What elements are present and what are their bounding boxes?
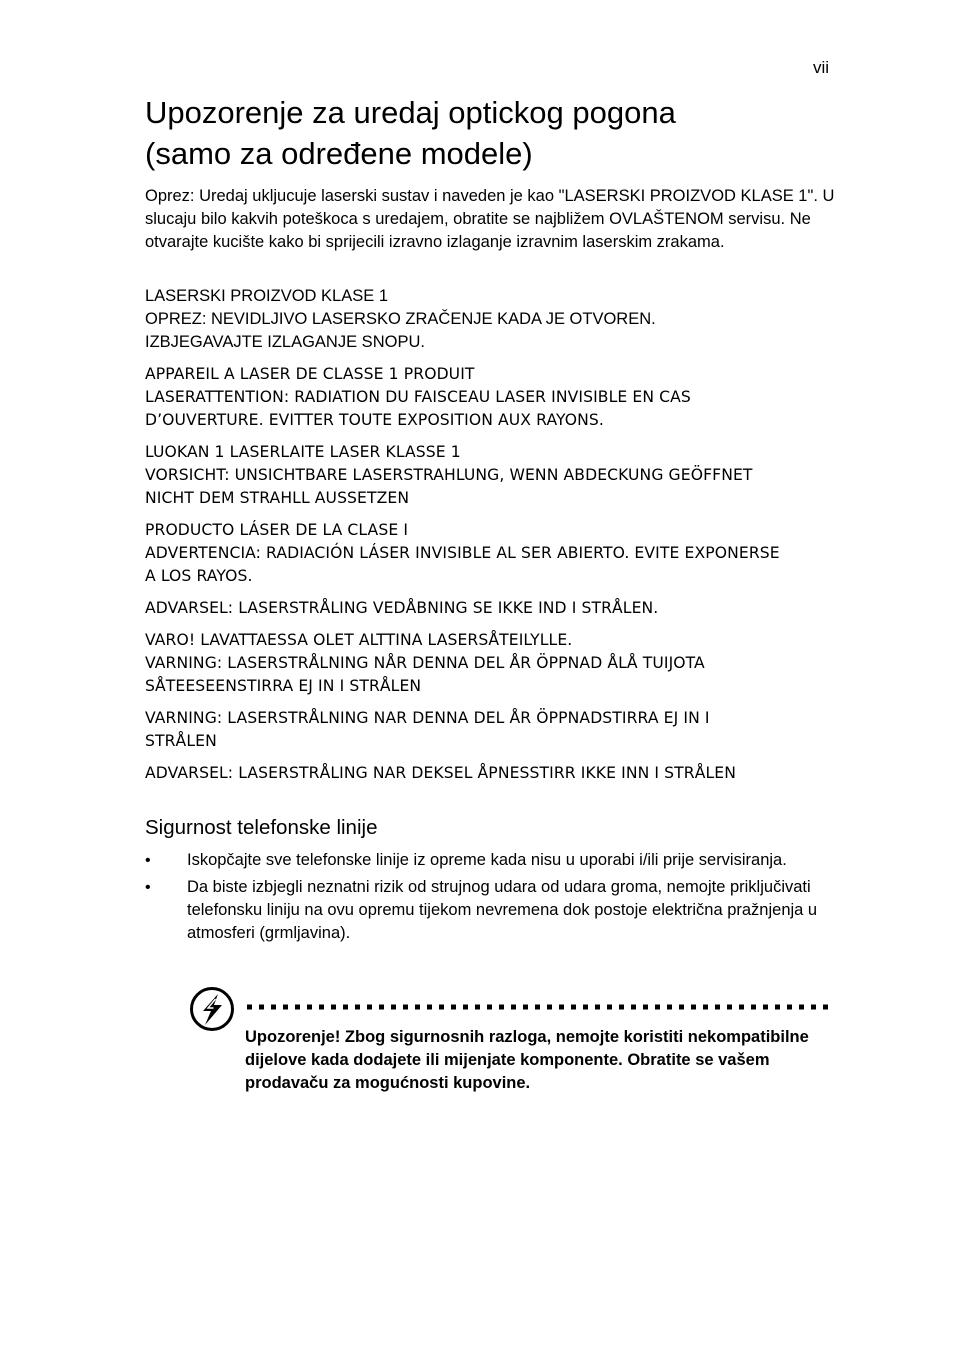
- laser-notice-swedish: [145, 707, 845, 753]
- page-title: [145, 92, 845, 174]
- intro-paragraph: Oprez: Uredaj ukljucuje laserski sustav i naveden je kao "LASERSKI PROIZVOD KLASE 1". U slucaju bilo kakvih poteškoca s uredajem, obratite se najbližem OVLAŠTENOM servisu. Ne otvarajte kucište kako bi sprijecili izravno izlaganje izravnim laserskim zrakama.: [145, 187, 835, 251]
- laser-notice-croatian: [145, 285, 845, 354]
- list-item-text: Da biste izbjegli neznatni rizik od strujnog udara od udara groma, nemojte priključivati telefonsku liniju na ovu opremu tijekom nevremena dok postoje električna pražnjenja u atmosferi (grmljavina).: [187, 878, 818, 942]
- notice-line: ADVARSEL: LASERSTRÅLING NAR DEKSEL ÅPNESSTIRR IKKE INN I STRÅLEN: [145, 764, 737, 782]
- notice-line: PRODUCTO LÁSER DE LA CLASE I: [145, 521, 409, 539]
- notice-line: ADVARSEL: LASERSTRÅLING VEDÅBNING SE IKKE IND I STRÅLEN.: [145, 599, 659, 617]
- notice-line: OPREZ: NEVIDLJIVO LASERSKO ZRAČENJE KADA JE OTVOREN.: [145, 310, 656, 328]
- laser-notice-danish: [145, 597, 845, 620]
- notice-line: ADVERTENCIA: RADIACIÓN LÁSER INVISIBLE AL SER ABIERTO. EVITE EXPONERSE: [145, 544, 780, 562]
- notice-line: NICHT DEM STRAHLL AUSSETZEN: [145, 489, 410, 507]
- notice-line: SÅTEESEENSTIRRA EJ IN I STRÅLEN: [145, 677, 422, 695]
- laser-notice-german: [145, 441, 845, 510]
- laser-notice-french: [145, 363, 845, 432]
- warning-dotted-rule: [245, 1004, 833, 1010]
- notice-line: VARNING: LASERSTRÅLNING NÅR DENNA DEL ÅR ÖPPNAD ÅLÅ TUIJOTA: [145, 654, 705, 672]
- lightning-warning-icon: [189, 986, 235, 1032]
- page-number: vii: [812, 58, 829, 77]
- bullet-icon: •: [145, 879, 151, 896]
- bullet-icon: •: [145, 852, 151, 869]
- page-title-line-2: (samo za određene modele): [145, 136, 533, 171]
- notice-line: VORSICHT: UNSICHTBARE LASERSTRAHLUNG, WENN ABDECKUNG GEÖFFNET: [145, 466, 753, 484]
- notice-line: APPAREIL A LASER DE CLASSE 1 PRODUIT: [145, 365, 475, 383]
- section-heading-phone-safety: Sigurnost telefonske linije: [145, 816, 378, 839]
- page-title-line-1: Upozorenje za uredaj optickog pogona: [145, 95, 676, 130]
- list-item-text: Iskopčajte sve telefonske linije iz opreme kada nisu u uporabi i/ili prije servisiranja.: [187, 851, 787, 869]
- notice-line: VARO! LAVATTAESSA OLET ALTTINA LASERSÅTEILYLLE.: [145, 631, 573, 649]
- notice-line: D’OUVERTURE. EVITTER TOUTE EXPOSITION AUX RAYONS.: [145, 411, 604, 429]
- notice-line: LUOKAN 1 LASERLAITE LASER KLASSE 1: [145, 443, 461, 461]
- laser-notices: [145, 285, 845, 794]
- notice-line: LASERSKI PROIZVOD KLASE 1: [145, 287, 389, 305]
- notice-line: IZBJEGAVAJTE IZLAGANJE SNOPU.: [145, 333, 425, 351]
- list-item: [145, 876, 825, 945]
- notice-line: STRÅLEN: [145, 732, 217, 750]
- list-item: [145, 849, 825, 872]
- notice-line: VARNING: LASERSTRÅLNING NAR DENNA DEL ÅR ÖPPNADSTIRRA EJ IN I: [145, 709, 710, 727]
- laser-notice-finnish-swedish: [145, 629, 845, 698]
- laser-notice-spanish: [145, 519, 845, 588]
- laser-notice-norwegian: [145, 762, 845, 785]
- phone-safety-list: [145, 849, 825, 949]
- notice-line: A LOS RAYOS.: [145, 567, 253, 585]
- warning-text: Upozorenje! Zbog sigurnosnih razloga, nemojte koristiti nekompatibilne dijelove kada dodajete ili mijenjate komponente. Obratite se vašem prodavaču za mogućnosti kupovine.: [245, 1028, 809, 1092]
- notice-line: LASERATTENTION: RADIATION DU FAISCEAU LASER INVISIBLE EN CAS: [145, 388, 691, 406]
